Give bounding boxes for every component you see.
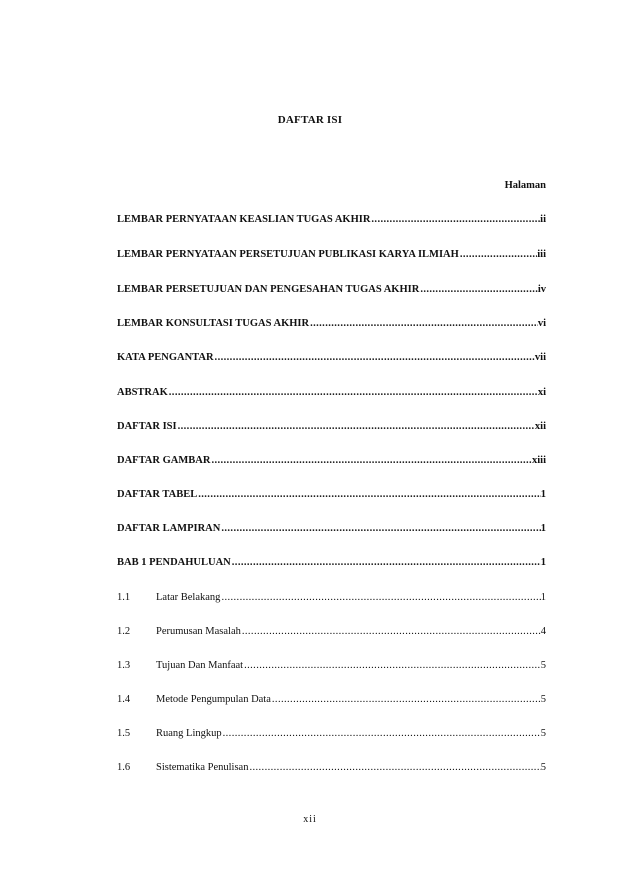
toc-subsection <box>117 727 546 741</box>
toc-entry-page: ii <box>540 214 546 225</box>
toc-entry-page: 1 <box>540 523 546 534</box>
toc-entry-text: LEMBAR PERNYATAAN PERSETUJUAN PUBLIKASI KARYA ILMIAH <box>117 249 459 260</box>
toc-leader <box>210 454 532 468</box>
toc-entry <box>117 488 546 502</box>
toc-subsection <box>117 761 546 775</box>
toc-leader <box>271 693 541 707</box>
toc-entry-page: xii <box>534 421 546 432</box>
toc-subsection-page: 1 <box>540 592 546 603</box>
toc-subsection-page: 5 <box>540 694 546 705</box>
toc-subsection-number: 1.6 <box>117 762 131 773</box>
toc-subsection-text: Tujuan Dan Manfaat <box>156 660 244 671</box>
toc-entry <box>117 317 546 331</box>
toc-subsection-number: 1.1 <box>117 592 131 603</box>
toc-entry-page: xi <box>537 387 546 398</box>
toc-leader <box>248 761 540 775</box>
toc-entry-page: vii <box>534 352 546 363</box>
toc-entry-page: xiii <box>531 455 546 466</box>
toc-leader <box>220 591 540 605</box>
toc-subsection-text: Latar Belakang <box>156 592 221 603</box>
toc-entry <box>117 248 546 262</box>
toc-entry-text: DAFTAR GAMBAR <box>117 455 211 466</box>
toc-leader <box>222 727 541 741</box>
toc-entry-text: LEMBAR KONSULTASI TUGAS AKHIR <box>117 318 310 329</box>
toc-entry-text: BAB 1 PENDAHULUAN <box>117 557 231 568</box>
toc-subsection-page: 4 <box>540 626 546 637</box>
toc-entry-text: DAFTAR TABEL <box>117 489 198 500</box>
page-title: DAFTAR ISI <box>277 114 343 126</box>
toc-leader <box>197 488 541 502</box>
toc-subsection-text: Perumusan Masalah <box>156 626 241 637</box>
footer-page-number: xii <box>303 814 317 825</box>
toc-subsection-text: Ruang Lingkup <box>156 728 222 739</box>
toc-leader <box>241 625 541 639</box>
toc-leader <box>168 386 538 400</box>
toc-entry-page: iv <box>537 284 546 295</box>
toc-leader <box>214 351 535 365</box>
toc-leader <box>231 556 541 570</box>
toc-subsection-page: 5 <box>540 762 546 773</box>
toc-leader <box>459 248 537 262</box>
toc-entry-page: iii <box>537 249 546 260</box>
toc-subsection-number: 1.5 <box>117 728 131 739</box>
toc-entry <box>117 386 546 400</box>
toc-entry-text: KATA PENGANTAR <box>117 352 214 363</box>
toc-subsection <box>117 591 546 605</box>
toc-entry <box>117 522 546 536</box>
toc-leader <box>419 283 538 297</box>
toc-subsection-number: 1.2 <box>117 626 131 637</box>
toc-subsection <box>117 625 546 639</box>
toc-entry-page: 1 <box>540 557 546 568</box>
toc-subsection-number: 1.4 <box>117 694 131 705</box>
toc-entry-text: LEMBAR PERSETUJUAN DAN PENGESAHAN TUGAS AKHIR <box>117 284 420 295</box>
toc-entry-page: 1 <box>540 489 546 500</box>
toc-entry <box>117 351 546 365</box>
toc-leader <box>177 420 535 434</box>
toc-entry-text: LEMBAR PERNYATAAN KEASLIAN TUGAS AKHIR <box>117 214 371 225</box>
toc-subsection-number: 1.3 <box>117 660 131 671</box>
toc-subsection-text: Sistematika Penulisan <box>156 762 249 773</box>
toc-subsection <box>117 659 546 673</box>
toc-entry-text: DAFTAR ISI <box>117 421 177 432</box>
toc-entry <box>117 556 546 570</box>
toc-leader <box>220 522 540 536</box>
toc-entry-text: DAFTAR LAMPIRAN <box>117 523 221 534</box>
toc-entry <box>117 420 546 434</box>
toc-entry <box>117 213 546 227</box>
toc-leader <box>309 317 538 331</box>
toc-subsection-text: Metode Pengumpulan Data <box>156 694 271 705</box>
toc-subsection <box>117 693 546 707</box>
toc-leader <box>370 213 540 227</box>
toc-entry <box>117 454 546 468</box>
toc-subsection-page: 5 <box>540 660 546 671</box>
toc-entry <box>117 283 546 297</box>
toc-subsection-page: 5 <box>540 728 546 739</box>
toc-entry-text: ABSTRAK <box>117 387 168 398</box>
page-column-label: Halaman <box>504 180 546 191</box>
toc-entry-page: vi <box>537 318 546 329</box>
toc-leader <box>243 659 541 673</box>
